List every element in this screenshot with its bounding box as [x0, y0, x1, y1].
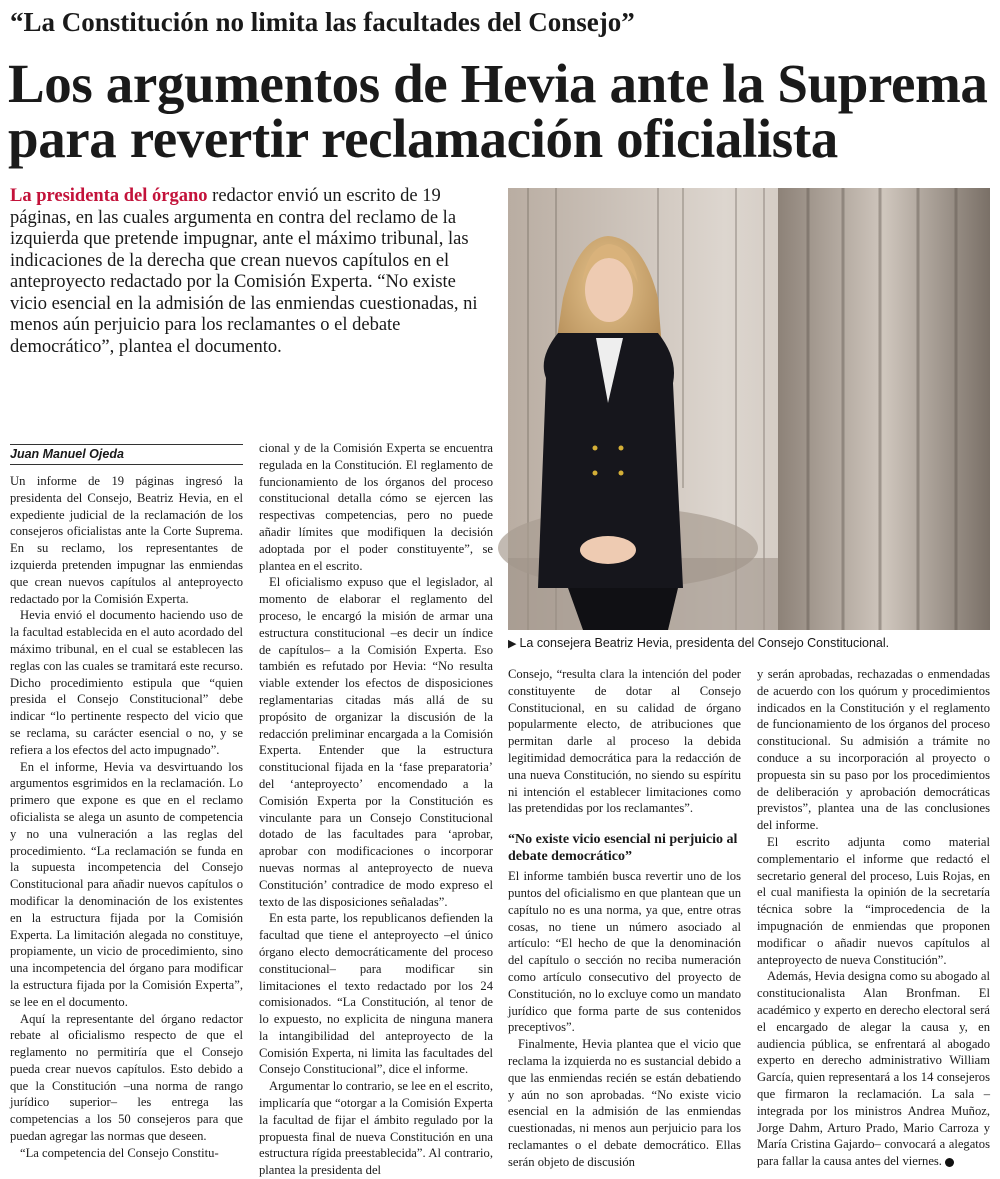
body-paragraph: El informe también busca revertir uno de los puntos del oficialismo en que plantean que un capítulo no es una norma, ya que, entre otras cosas, no tiene un número asociado al artículo: “El hecho de que la denominación del capítulo o sección no reciba numeración como artículo consecutivo del proyecto de Constitución, no lo excluye como un mandato jurídico que forma parte de sus contenidos preceptivos”. — [508, 869, 741, 1035]
body-paragraph: “La competencia del Consejo Constitu- — [20, 1145, 219, 1160]
body-paragraph: Hevia envió el documento haciendo uso de la facultad establecida en el auto acordado del máximo tribunal, en el cual se establecen las reglas con las cuales se tramitará este recurso. Dicho procedimiento estipula que “quien presida el Consejo Constitucional” debe indicar “lo pertinente respecto del vicio que se reclama, su carácter esencial o no, y se refiera a los efectos del acto impugnado”. — [10, 608, 243, 757]
headline: Los argumentos de Hevia ante la Suprema para revertir reclamación oficialista — [8, 53, 988, 169]
lead-paragraph — [10, 186, 493, 358]
caption-triangle-icon: ▶ — [508, 638, 517, 650]
photo-beatriz-hevia — [508, 188, 990, 630]
body-paragraph: El oficialismo expuso que el legislador, al momento de elaborar el reglamento del proceso, le encargó la misión de armar una estructura constitucional –es decir un índice de capítulos– a la Comisión Experta. Eso también es refutado por Hevia: “No resulta viable extender los efectos de disposiciones reglamentarias citadas más allá de su propósito de organizar la discusión de la redacción preliminar encargada a la Comisión Experta. Entender que la estructura constitucional fijada en la ‘fase preparatoria’ del ‘anteproyecto’ encomendado a la Comisión Experta por la Constitución es vinculante para un Consejo Constitucional dotado de las facultades para ‘aprobar, aprobar con modificaciones o incorporar nuevas normas al anteproyecto de nueva Constitución’ contradice de modo expreso el texto de las disposiciones señaladas”. — [259, 575, 493, 909]
body-paragraph: y serán aprobadas, rechazadas o enmendadas de acuerdo con los quórum y procedimientos indicados en la Constitución y el reglamento de funcionamiento de los órganos del proceso constitucional. Su admisión a trámite no conduce a su incorporación al proyecto o propuesta sin su paso por los procedimientos de deliberación y aprobación democráticas previstos”, plantea una de las conclusiones del informe. — [757, 667, 990, 833]
section-subhead: “No existe vicio esencial ni perjuicio al debate democrático” — [508, 832, 738, 865]
body-paragraph: El escrito adjunta como material complementario el informe que redactó el secretario general del proceso, Luis Rojas, en el cual manifiesta la opinión de la secretaría técnica sobre la “improcedencia de la impugnación de enmiendas que proponen modificar o añadir nuevos capítulos al anteproyecto de nueva Constitución”. — [757, 834, 990, 967]
lead-highlight: La presidenta del órgano — [10, 186, 208, 206]
article-column-1 — [10, 473, 243, 1160]
body-paragraph: Argumentar lo contrario, se lee en el escrito, implicaría que “otorgar a la Comisión Experta la facultad de fijar el ámbito regulado por la propuesta final de nueva Constitución en una estructura rígida preestablecida”. Al contrario, plantea la presidenta del — [259, 1079, 493, 1178]
body-paragraph — [757, 968, 990, 1170]
lead-text: redactor envió un escrito de 19 páginas, en las cuales argumenta en contra del reclamo de la izquierda que pretende impugnar, ante el máximo tribunal, las indicaciones de la derecha que crean nuevos capítulos en el anteproyecto redactado por la Comisión Experta. “No existe vicio esencial en la admisión de las enmiendas cuestionadas, ni menos aún perjuicio para los reclamantes o el debate democrático”, plantea el documento. — [10, 186, 478, 357]
article-column-4 — [757, 666, 990, 1169]
byline-divider — [10, 464, 243, 465]
body-paragraph: Aquí la representante del órgano redactor rebate al oficialismo respecto de que el reglamento no permitiría que el Consejo pueda crear nuevos capítulos. Esto debido a que la Constitución –una norma de rango jurídico superior– les entrega las competencias a los 50 consejeros para que puedan agregar las normas que deseen. — [10, 1011, 243, 1144]
byline: Juan Manuel Ojeda — [10, 447, 124, 461]
end-mark-icon — [945, 1158, 954, 1167]
article-column-3 — [508, 666, 741, 1169]
byline-block — [10, 444, 243, 465]
body-paragraph: Finalmente, Hevia plantea que el vicio que reclama la izquierda no es sustancial debido a que las enmiendas recién se están debatiendo y aún no son aprobadas. “No existe vicio esencial en la admisión de las enmiendas cuestionadas, ni menos aun perjuicio para los reclamantes o el debate democrático. Ellas serán objeto de discusión — [508, 1037, 741, 1169]
final-paragraph-text: Además, Hevia designa como su abogado al constitucionalista Alan Bronfman. El académico y experto en derecho electoral será el encargado de alegar la causa y, en audiencia pública, se enfrentará al abogado experto en derecho administrativo William García, quien representará a los 14 consejeros que firmaron la reclamación. La sala –integrada por los ministros Andrea Muñoz, Jorge Dahm, Arturo Prado, Mario Carroza y María Cristina Gajardo– convocará a alegatos para fallar la causa antes del viernes. — [757, 969, 990, 1169]
photo-caption-text: La consejera Beatriz Hevia, presidenta del Consejo Constitucional. — [519, 636, 890, 650]
article-column-2 — [259, 440, 493, 1178]
body-paragraph: Consejo, “resulta clara la intención del poder constituyente de dotar al Consejo Constitucional, en su calidad de órgano popularmente electo, de atribuciones que permitan darle al proceso la debida legitimidad democrática para la redacción de una nueva Constitución, no siendo su espíritu ni intención el establecer limitaciones como las pretendidas por los reclamantes”. — [508, 667, 741, 816]
body-paragraph: En esta parte, los republicanos defienden la facultad que tiene el anteproyecto –el único órgano electo democráticamente del proceso constitucional– para modificar sin limitaciones el texto redactado por los 24 comisionados. “La Constitución, al tenor de lo expuesto, no explicita de ninguna manera la intangibilidad del anteproyecto de la Comisión Experta, ni limita las facultades del Consejo Constitucional”, dice el informe. — [259, 911, 493, 1077]
kicker-quote: “La Constitución no limita las facultades del Consejo” — [10, 7, 635, 37]
body-paragraph: cional y de la Comisión Experta se encuentra regulada en la Constitución. El reglamento de funcionamiento de los órganos del proceso constitucional detalla cómo se ejercen las respectivas competencias, pero no puede añadir límites que modifiquen la decisión adoptada por el poder constituyente”, se plantea en el escrito. — [259, 441, 493, 573]
photo-caption — [508, 635, 993, 652]
body-paragraph: Un informe de 19 páginas ingresó la presidenta del Consejo, Beatriz Hevia, en el expediente judicial de la reclamación de los consejeros oficialistas ante la Corte Suprema. En su reclamo, los representantes de izquierda pretenden impugnar las enmiendas que crean nuevos capítulos al anteproyecto redactado por la Comisión Experta. — [10, 474, 243, 606]
body-paragraph: En el informe, Hevia va desvirtuando los argumentos esgrimidos en la reclamación. Lo primero que expone es que en el reclamo oficialista se alega un asunto de competencia y no una vulneración a las reglas del procedimiento. “La reclamación se funda en la supuesta incompetencia del Consejo Constitucional para añadir nuevos capítulos o modificar la denominación de los existentes en la estructura fijada por la Comisión Experta. La limitación alegada no constituye, propiamente, un vicio de procedimiento, sino una incompetencia del órgano para modificar la estructura fijada por la Comisión Experta”, se lee en el documento. — [10, 759, 243, 1009]
